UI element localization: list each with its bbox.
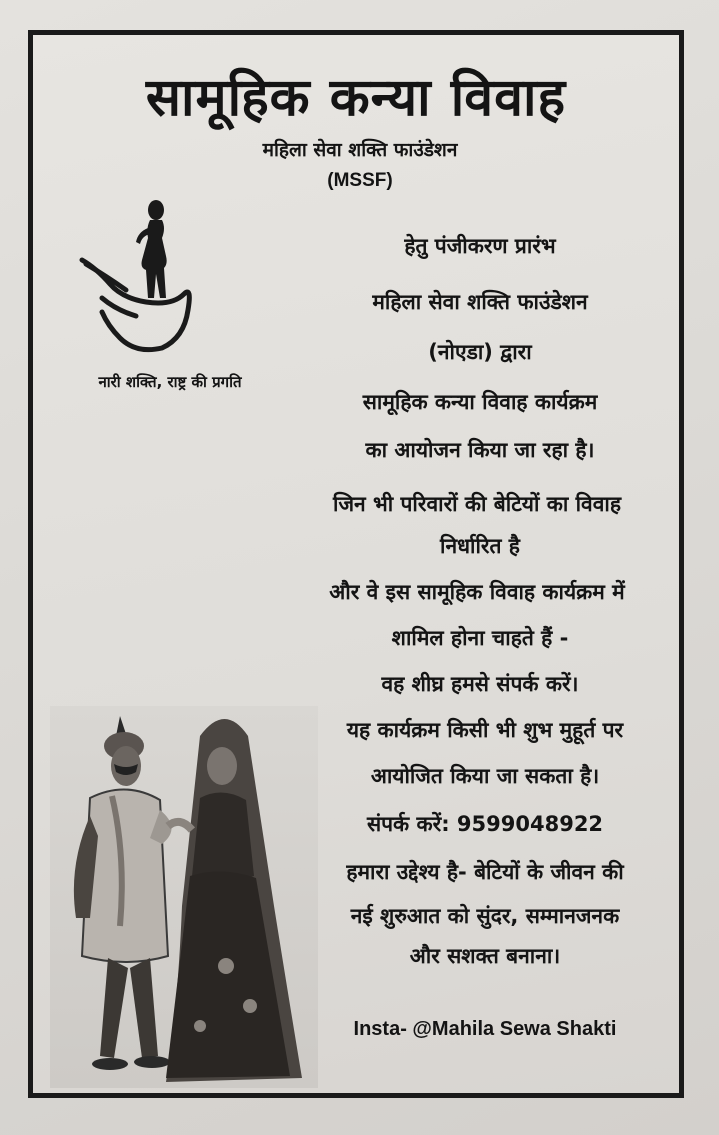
groom-figure bbox=[74, 716, 172, 1070]
body-line-7: निर्धारित है bbox=[440, 534, 520, 558]
contact-line: संपर्क करें: 9599048922 bbox=[366, 812, 604, 836]
body-line-2: महिला सेवा शक्ति फाउंडेशन bbox=[372, 290, 588, 314]
organization-name: महिला सेवा शक्ति फाउंडेशन bbox=[262, 139, 458, 161]
instagram-handle: Insta- @Mahila Sewa Shakti bbox=[353, 1018, 617, 1040]
poster-title: सामूहिक कन्या विवाह bbox=[145, 68, 567, 128]
body-line-8: और वे इस सामूहिक विवाह कार्यक्रम में bbox=[329, 580, 625, 604]
body-line-5: का आयोजन किया जा रहा है। bbox=[365, 438, 595, 462]
body-line-15: नई शुरुआत को सुंदर, सम्मानजनक bbox=[350, 904, 620, 928]
couple-illustration bbox=[50, 706, 318, 1088]
body-line-6: जिन भी परिवारों की बेटियों का विवाह bbox=[333, 492, 621, 516]
body-line-14: हमारा उद्देश्य है- बेटियों के जीवन की bbox=[346, 860, 624, 884]
bride-figure bbox=[166, 719, 302, 1082]
body-line-16: और सशक्त बनाना। bbox=[409, 944, 561, 968]
body-line-9: शामिल होना चाहते हैं - bbox=[391, 626, 569, 650]
hand-holding-woman-icon bbox=[76, 198, 206, 358]
body-line-11: यह कार्यक्रम किसी भी शुभ मुहूर्त पर bbox=[346, 718, 624, 742]
logo-tagline: नारी शक्ति, राष्ट्र की प्रगति bbox=[98, 373, 242, 391]
bride-and-groom-illustration bbox=[50, 706, 318, 1088]
body-line-10: वह शीघ्र हमसे संपर्क करें। bbox=[381, 672, 579, 696]
body-line-12: आयोजित किया जा सकता है। bbox=[370, 764, 600, 788]
body-line-4: सामूहिक कन्या विवाह कार्यक्रम bbox=[362, 390, 598, 414]
organization-abbreviation: (MSSF) bbox=[327, 170, 393, 191]
body-line-3: (नोएडा) द्वारा bbox=[428, 340, 532, 364]
body-line-1: हेतु पंजीकरण प्रारंभ bbox=[404, 234, 556, 258]
